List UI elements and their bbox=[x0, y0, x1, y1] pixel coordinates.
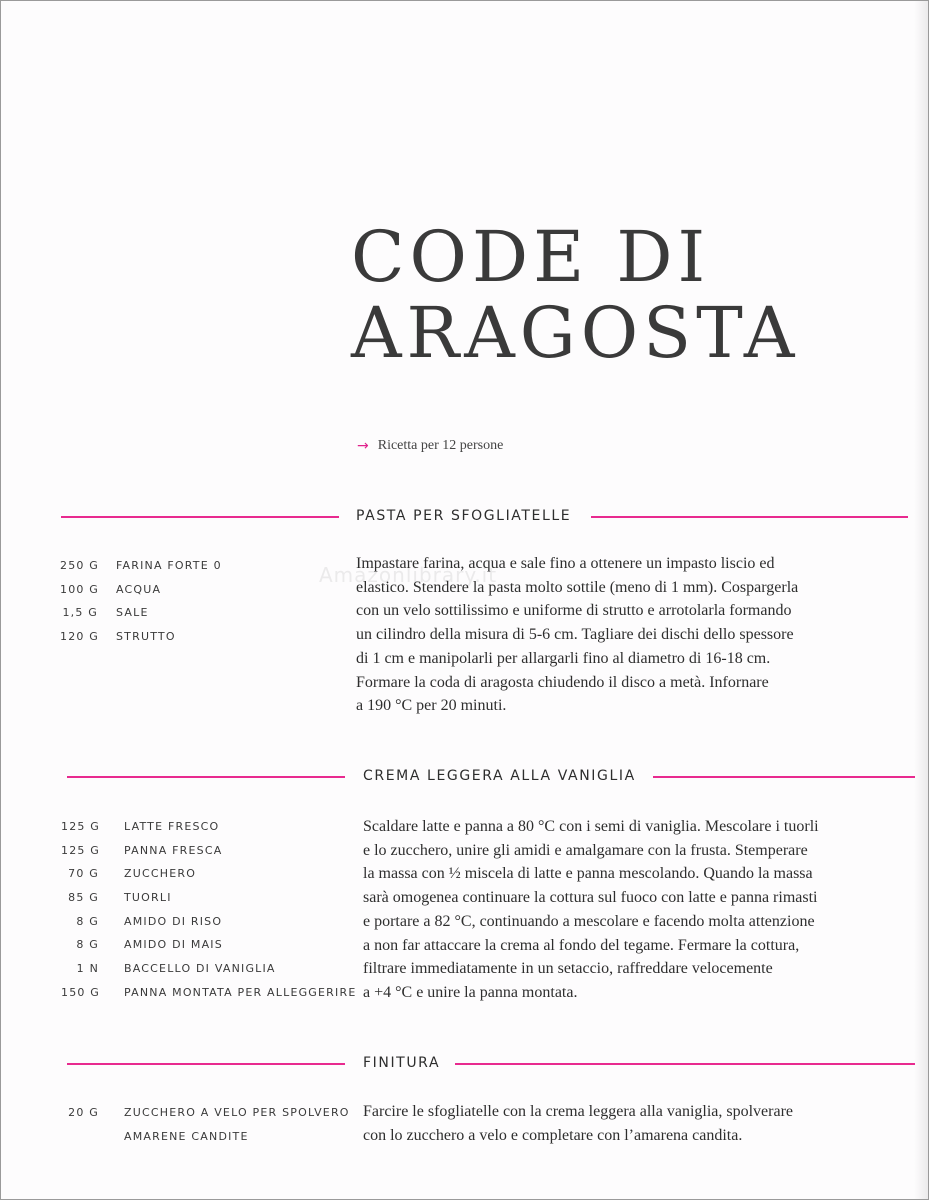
ingredient-row bbox=[61, 815, 356, 839]
ingredient-name: AMARENE CANDITE bbox=[124, 1129, 249, 1143]
servings-text: Ricetta per 12 persone bbox=[377, 438, 504, 453]
ingredient-list-crema bbox=[61, 815, 356, 1005]
ingredient-quantity: 250 G bbox=[60, 559, 100, 572]
ingredient-name: AMIDO DI MAIS bbox=[124, 938, 223, 952]
arrow-right-icon: → bbox=[357, 438, 369, 454]
ingredient-quantity: 85 G bbox=[68, 891, 99, 905]
method-line: a +4 °C e unire la panna montata. bbox=[363, 983, 578, 1001]
ingredient-row bbox=[61, 886, 356, 910]
ingredient-quantity: 1 N bbox=[76, 962, 99, 976]
section-rule-left bbox=[67, 1063, 345, 1065]
section-title-crema: CREMA LEGGERA ALLA VANIGLIA bbox=[363, 768, 636, 784]
section-rule-left bbox=[67, 776, 345, 778]
method-line: a 190 °C per 20 minuti. bbox=[356, 697, 507, 715]
ingredient-quantity: 120 G bbox=[60, 630, 100, 644]
ingredient-quantity: 100 G bbox=[60, 582, 100, 596]
ingredient-quantity: 125 G bbox=[61, 820, 101, 833]
section-title-finitura: FINITURA bbox=[363, 1055, 441, 1071]
ingredient-name: AMIDO DI RISO bbox=[124, 914, 223, 928]
ingredient-row bbox=[60, 578, 222, 602]
ingredient-name: PANNA FRESCA bbox=[124, 843, 223, 857]
ingredient-name: SALE bbox=[116, 606, 149, 620]
ingredient-row bbox=[60, 625, 222, 649]
ingredient-row bbox=[61, 981, 356, 1005]
ingredient-list-finitura bbox=[61, 1101, 350, 1148]
ingredient-row bbox=[61, 1101, 350, 1125]
method-line: e portare a 82 °C, continuando a mescolare e facendo molta attenzione bbox=[363, 912, 815, 930]
ingredient-name: TUORLI bbox=[124, 891, 172, 905]
ingredient-name: FARINA FORTE 0 bbox=[116, 559, 222, 572]
recipe-title bbox=[351, 216, 800, 374]
method-line: elastico. Stendere la pasta molto sottile (meno di 1 mm). Cospargerla bbox=[356, 578, 799, 596]
method-line: Formare la coda di aragosta chiudendo il disco a metà. Infornare bbox=[356, 673, 769, 691]
method-line: filtrare immediatamente in un setaccio, raffreddare velocemente bbox=[363, 960, 773, 978]
section-rule-right bbox=[653, 776, 915, 778]
ingredient-name: ACQUA bbox=[116, 582, 162, 596]
method-line: di 1 cm e manipolarli per allargarli fino al diametro di 16-18 cm. bbox=[356, 649, 771, 667]
ingredient-row bbox=[60, 554, 222, 578]
ingredient-name: ZUCCHERO A VELO PER SPOLVERO bbox=[124, 1106, 350, 1119]
method-line: la massa con ½ miscela di latte e panna mescolando. Quando la massa bbox=[363, 865, 813, 883]
ingredient-quantity: 70 G bbox=[68, 867, 99, 881]
section-rule-left bbox=[61, 516, 339, 518]
method-line: Scaldare latte e panna a 80 °C con i semi di vaniglia. Mescolare i tuorli bbox=[363, 818, 819, 835]
ingredient-name: LATTE FRESCO bbox=[124, 820, 220, 833]
ingredient-name: BACCELLO DI VANIGLIA bbox=[124, 962, 276, 976]
ingredient-row bbox=[61, 839, 356, 863]
ingredient-quantity: 125 G bbox=[61, 843, 101, 857]
servings-note bbox=[357, 438, 503, 454]
section-rule-right bbox=[455, 1063, 915, 1065]
ingredient-name: STRUTTO bbox=[116, 630, 176, 644]
ingredient-row bbox=[61, 933, 356, 957]
method-text-finitura bbox=[363, 1100, 793, 1147]
method-line: con lo zucchero a velo e completare con l’amarena candita. bbox=[363, 1126, 743, 1144]
section-rule-right bbox=[591, 516, 908, 518]
method-line: un cilindro della misura di 5-6 cm. Tagliare dei dischi dello spessore bbox=[356, 626, 794, 644]
ingredient-quantity: 8 G bbox=[76, 914, 99, 928]
ingredient-row bbox=[60, 601, 222, 625]
ingredient-name: PANNA MONTATA PER ALLEGGERIRE bbox=[124, 985, 357, 999]
page-edge-shadow bbox=[914, 1, 928, 1199]
ingredient-row bbox=[61, 957, 356, 981]
ingredient-quantity: 150 G bbox=[61, 985, 101, 999]
method-text-pasta bbox=[356, 552, 798, 718]
method-line: sarà omogenea continuare la cottura sul fuoco con latte e panna rimasti bbox=[363, 889, 818, 907]
ingredient-row bbox=[61, 862, 356, 886]
ingredient-name: ZUCCHERO bbox=[124, 867, 197, 881]
ingredient-list-pasta bbox=[60, 554, 222, 649]
ingredient-quantity: 1,5 G bbox=[62, 606, 98, 620]
watermark: Amazonlibrary.it bbox=[319, 563, 498, 587]
method-text-crema bbox=[363, 815, 819, 1005]
method-line: Farcire le sfogliatelle con la crema leggera alla vaniglia, spolverare bbox=[363, 1103, 794, 1120]
method-line: a non far attaccare la crema al fondo del tegame. Fermare la cottura, bbox=[363, 936, 800, 954]
ingredient-row bbox=[61, 1125, 350, 1149]
recipe-title-line-1: CODE DI bbox=[351, 216, 711, 298]
ingredient-row bbox=[61, 910, 356, 934]
method-line: e lo zucchero, unire gli amidi e amalgamare con la frusta. Stemperare bbox=[363, 841, 808, 859]
ingredient-quantity: 20 G bbox=[68, 1106, 99, 1119]
section-title-pasta: PASTA PER SFOGLIATELLE bbox=[356, 508, 572, 524]
recipe-title-line-2: ARAGOSTA bbox=[351, 292, 800, 374]
method-line: con un velo sottilissimo e uniforme di strutto e arrotolarla formando bbox=[356, 602, 792, 620]
ingredient-quantity: 8 G bbox=[76, 938, 99, 952]
method-line: Impastare farina, acqua e sale fino a ottenere un impasto liscio ed bbox=[356, 555, 775, 572]
